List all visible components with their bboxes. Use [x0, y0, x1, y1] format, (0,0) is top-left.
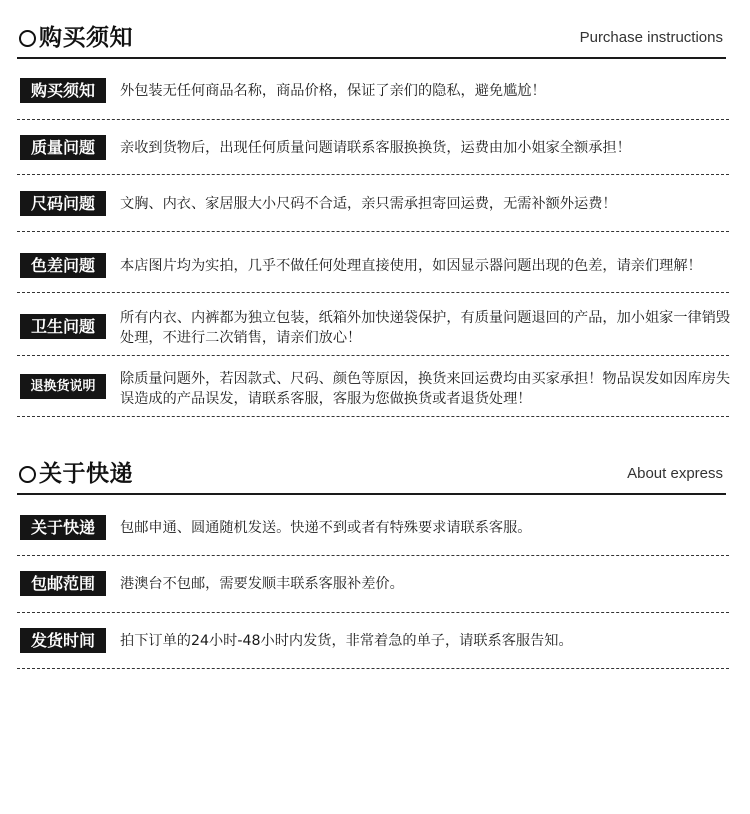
dotted-divider [17, 612, 729, 613]
express-item-label: 关于快递 [20, 515, 106, 540]
express-section-header [17, 459, 727, 489]
purchase-item-text: 除质量问题外，若因款式、尺码、颜色等原因，换货来回运费均由买家承担！物品误发如因库房失误造成的产品误发，请联系客服，客服为您做换货或者退货处理！ [120, 371, 731, 407]
purchase-item-label: 色差问题 [20, 253, 106, 278]
circle-icon [19, 30, 36, 47]
express-header-rule [17, 493, 726, 495]
circle-icon [19, 466, 36, 483]
purchase-item-text: 所有内衣、内裤都为独立包装，纸箱外加快递袋保护，有质量问题退回的产品，加小姐家一律销毁处理，不进行二次销售，请亲们放心！ [120, 310, 731, 346]
dotted-divider [17, 668, 729, 669]
express-section-subtitle: About express [627, 465, 723, 482]
purchase-section-header [17, 23, 727, 53]
express-item-label: 发货时间 [20, 628, 106, 653]
dotted-divider [17, 119, 729, 120]
purchase-item-label: 购买须知 [20, 78, 106, 103]
express-item-text: 港澳台不包邮，需要发顺丰联系客服补差价。 [120, 576, 404, 592]
dotted-divider [17, 355, 729, 356]
express-item-label: 包邮范围 [20, 571, 106, 596]
purchase-item-label: 质量问题 [20, 135, 106, 160]
purchase-item-label: 卫生问题 [20, 314, 106, 339]
express-section-title: 关于快递 [39, 461, 133, 487]
purchase-item-text: 外包装无任何商品名称，商品价格，保证了亲们的隐私，避免尴尬！ [120, 83, 546, 99]
purchase-item-label: 退换货说明 [20, 374, 106, 399]
express-item-text: 包邮申通、圆通随机发送。快递不到或者有特殊要求请联系客服。 [120, 520, 532, 536]
purchase-section-title: 购买须知 [39, 25, 133, 51]
purchase-section-subtitle: Purchase instructions [579, 29, 723, 46]
express-item-text: 拍下订单的24小时-48小时内发货，非常着急的单子，请联系客服告知。 [120, 633, 573, 649]
purchase-item-text: 亲收到货物后，出现任何质量问题请联系客服换换货，运费由加小姐家全额承担！ [120, 140, 631, 156]
dotted-divider [17, 231, 729, 232]
purchase-header-rule [17, 57, 726, 59]
dotted-divider [17, 292, 729, 293]
dotted-divider [17, 174, 729, 175]
purchase-item-text: 本店图片均为实拍，几乎不做任何处理直接使用，如因显示器问题出现的色差，请亲们理解！ [120, 258, 702, 274]
dotted-divider [17, 416, 729, 417]
purchase-item-text: 文胸、内衣、家居服大小尺码不合适，亲只需承担寄回运费，无需补额外运费！ [120, 196, 617, 212]
purchase-item-label: 尺码问题 [20, 191, 106, 216]
dotted-divider [17, 555, 729, 556]
